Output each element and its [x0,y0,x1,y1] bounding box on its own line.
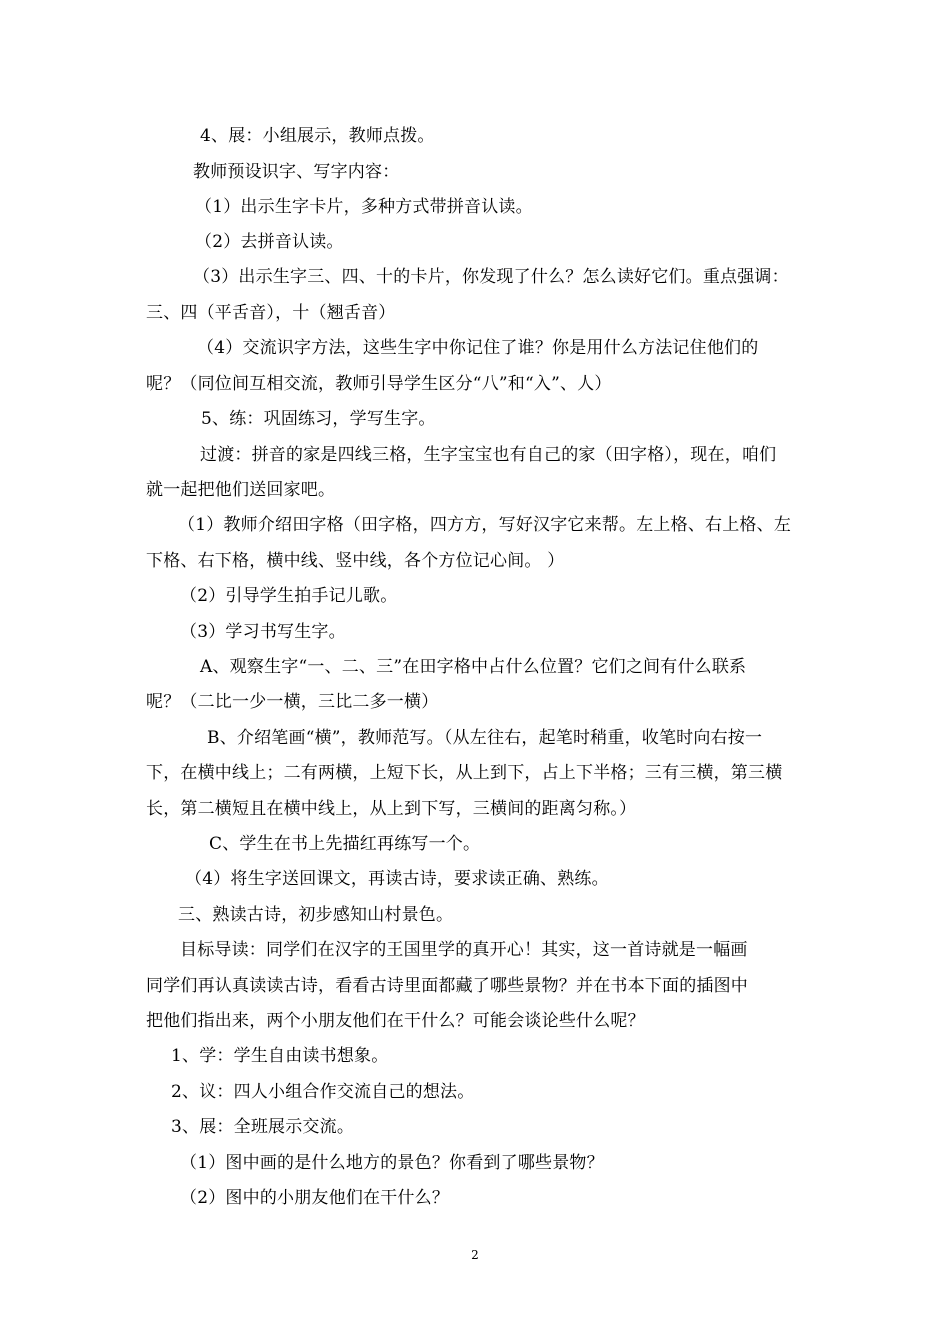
text-line: 教师预设识字、写字内容： [193,162,400,182]
text-line: 5、练：巩固练习，学写生字。 [201,409,436,429]
text-line: 过渡：拼音的家是四线三格，生字宝宝也有自己的家（田字格），现在，咱们 [200,445,777,465]
text-line: （1）出示生字卡片，多种方式带拼音认读。 [195,197,533,217]
text-line: （2）去拼音认读。 [195,232,344,252]
text-line: 呢？（同位间互相交流，教师引导学生区分“八”和“入”、人） [146,374,612,394]
text-line: （3）出示生字三、四、十的卡片，你发现了什么？怎么读好它们。重点强调： [193,267,789,287]
text-line: C、学生在书上先描红再练写一个。 [209,834,481,854]
text-line: 同学们再认真读读古诗，看看古诗里面都藏了哪些景物？并在书本下面的插图中 [146,976,748,996]
text-line: 1、学：学生自由读书想象。 [171,1046,389,1066]
text-line: B、介绍笔画“横”，教师范写。（从左往右，起笔时稍重，收笔时向右按一 [207,728,763,748]
text-line: （4）交流识字方法，这些生字中你记住了谁？你是用什么方法记住他们的 [197,338,759,358]
text-line: 下，在横中线上；二有两横，上短下长，从上到下，占上下半格；三有三横，第三横 [146,763,783,783]
text-line: 长，第二横短且在横中线上，从上到下写，三横间的距离匀称。） [146,799,637,819]
text-line: （2）引导学生拍手记儿歌。 [180,586,398,606]
text-line: 目标导读：同学们在汉字的王国里学的真开心！其实，这一首诗就是一幅画 [180,940,748,960]
text-line: （3）学习书写生字。 [180,622,346,642]
text-line: 下格、右下格，横中线、竖中线，各个方位记心间。 ） [146,551,565,571]
page-number: 2 [471,1248,479,1262]
text-line: （1）图中画的是什么地方的景色？你看到了哪些景物？ [180,1153,604,1173]
text-line: 把他们指出来，两个小朋友他们在干什么？可能会谈论些什么呢？ [146,1011,645,1031]
text-line: （1）教师介绍田字格（田字格，四方方，写好汉字它来帮。左上格、右上格、左 [178,515,792,535]
text-line: 呢？（二比一少一横，三比二多一横） [146,692,439,712]
text-line: 三、四（平舌音），十（翘舌音） [146,303,396,323]
text-line: 3、展：全班展示交流。 [171,1117,355,1137]
text-line: 2、议：四人小组合作交流自己的想法。 [171,1082,475,1102]
text-line: 就一起把他们送回家吧。 [146,480,336,500]
text-line: 4、展：小组展示，教师点拨。 [200,126,435,146]
text-line: （2）图中的小朋友他们在干什么？ [180,1188,450,1208]
text-line: 三、熟读古诗，初步感知山村景色。 [178,905,454,925]
text-line: （4）将生字送回课文，再读古诗，要求读正确、熟练。 [185,869,609,889]
text-line: A、观察生字“一、二、三”在田字格中占什么位置？它们之间有什么联系 [200,657,747,677]
